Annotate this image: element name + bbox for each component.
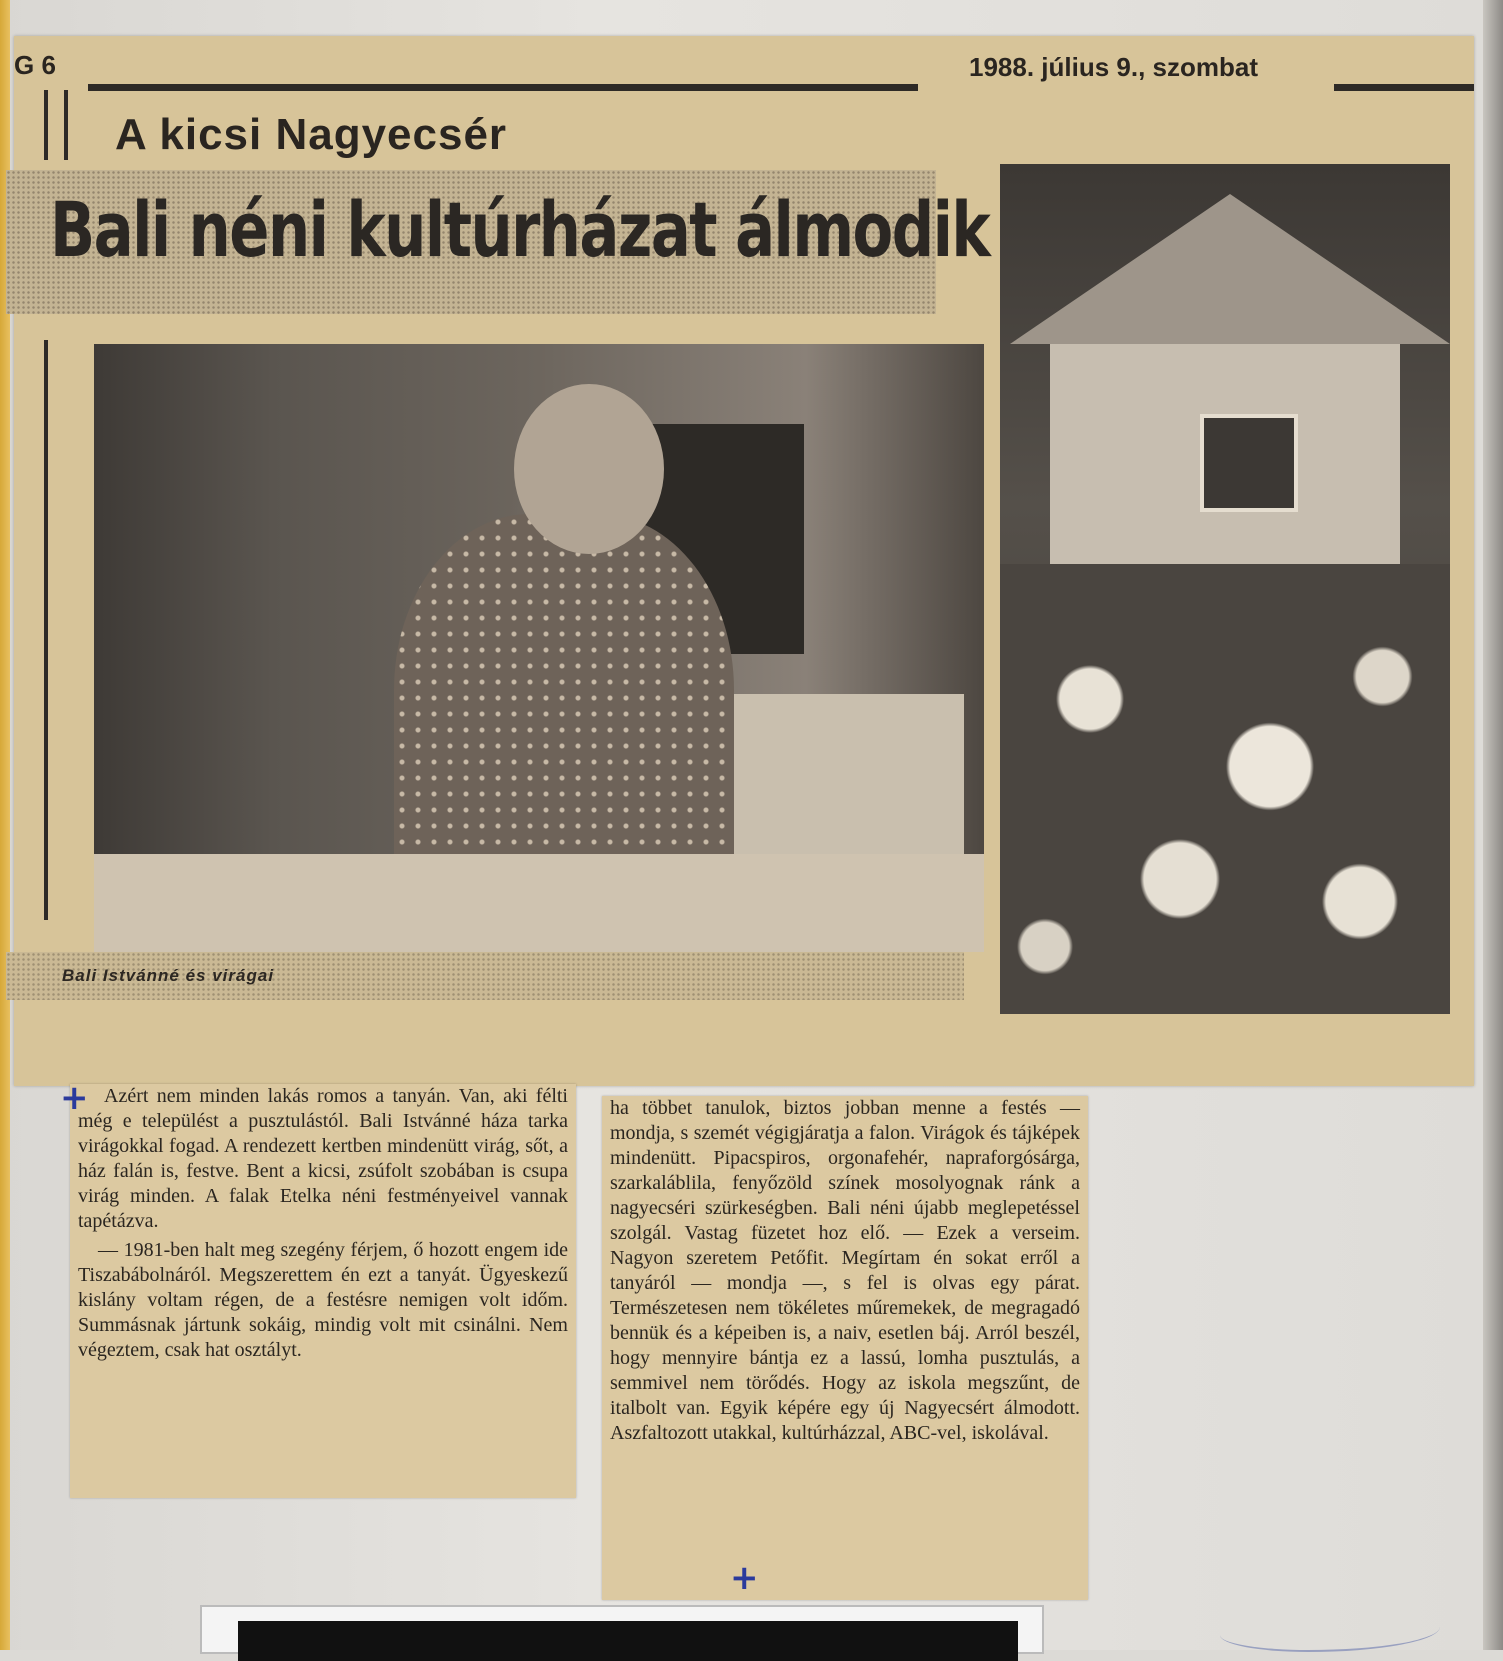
article-column-2 [602, 1096, 1088, 1600]
paragraph: — 1981-ben halt meg szegény férjem, ő hozott engem ide Tiszabábolnáról. Megszerettem én ezt a tanyát. Ügyeskezű kislány voltam régen, de a festésre nemigen volt időm. Summásnak jártunk sokáig, mindig volt mit csinálni. Nem végeztem, csak hat osztályt. [78, 1239, 568, 1361]
header-rule [1334, 84, 1474, 91]
header-rule [88, 84, 918, 91]
pen-mark: + [730, 1558, 759, 1598]
issue-date: 1988. július 9., szombat [969, 52, 1258, 82]
page-edge-shadow [1483, 0, 1503, 1650]
kicker-bars [44, 90, 74, 160]
page-header [14, 50, 1474, 90]
page-number: G 6 [14, 50, 56, 80]
photo-roof [1010, 194, 1450, 344]
photo-caption: Bali Istvánné és virágai [62, 966, 275, 985]
pen-mark: + [60, 1078, 89, 1118]
paragraph: Azért nem minden lakás romos a tanyán. Van, aki félti még e települést a pusztulástól. Bali Istvánné háza tarka virágokkal fogad. A rendezett kertben mindenütt virág, sőt, a ház falán is, festve. Bent a kicsi, zsúfolt szobában is csupa virág minden. A falak Etelka néni festményeivel vannak tapétázva. [78, 1085, 568, 1232]
article-headline: Bali néni kultúrházat álmodik [50, 185, 990, 274]
photo-flowers [1000, 564, 1450, 1014]
photo-table [94, 854, 984, 952]
column-rule [44, 340, 48, 920]
attached-photo [200, 1605, 1044, 1654]
article-kicker: A kicsi Nagyecsér [115, 110, 508, 159]
paragraph: ha többet tanulok, biztos jobban menne a festés — mondja, s szemét végigjáratja a falon. Virágok és tájképek mindenütt. Pipacspiros, orgonafehér, napraforgósárga, szarkaláblila, fenyőzöld színek mosolyognak ránk a nagyecséri szürkeségben. Bali néni újabb meglepetéssel szolgál. Vastag füzetet hoz elő. — Ezek a verseim. Nagyon szeretem Petőfit. Megírtam én sokat erről a tanyáról — mondja —, s fel is olvas egy párat. Természetesen nem tökéletes műremekek, de megragadó bennük és a képeiben is, a naiv, esetlen báj. Arról beszél, hogy mennyire bántja ez a lassú, lomha pusztulás, a semmivel nem törődés. Hogy az iskola megszűnt, de italbolt van. Egyik képére egy új Nagyecsért álmodott. Aszfaltozott utakkal, kultúrházzal, ABC-vel, iskolával. [610, 1097, 1080, 1444]
photo-woman-indoors [94, 344, 984, 952]
photo-dark-area [238, 1621, 1018, 1661]
photo-window [1200, 414, 1298, 512]
photo-house-garden [1000, 164, 1450, 1014]
photo-face [514, 384, 664, 554]
article-column-1 [70, 1084, 576, 1498]
